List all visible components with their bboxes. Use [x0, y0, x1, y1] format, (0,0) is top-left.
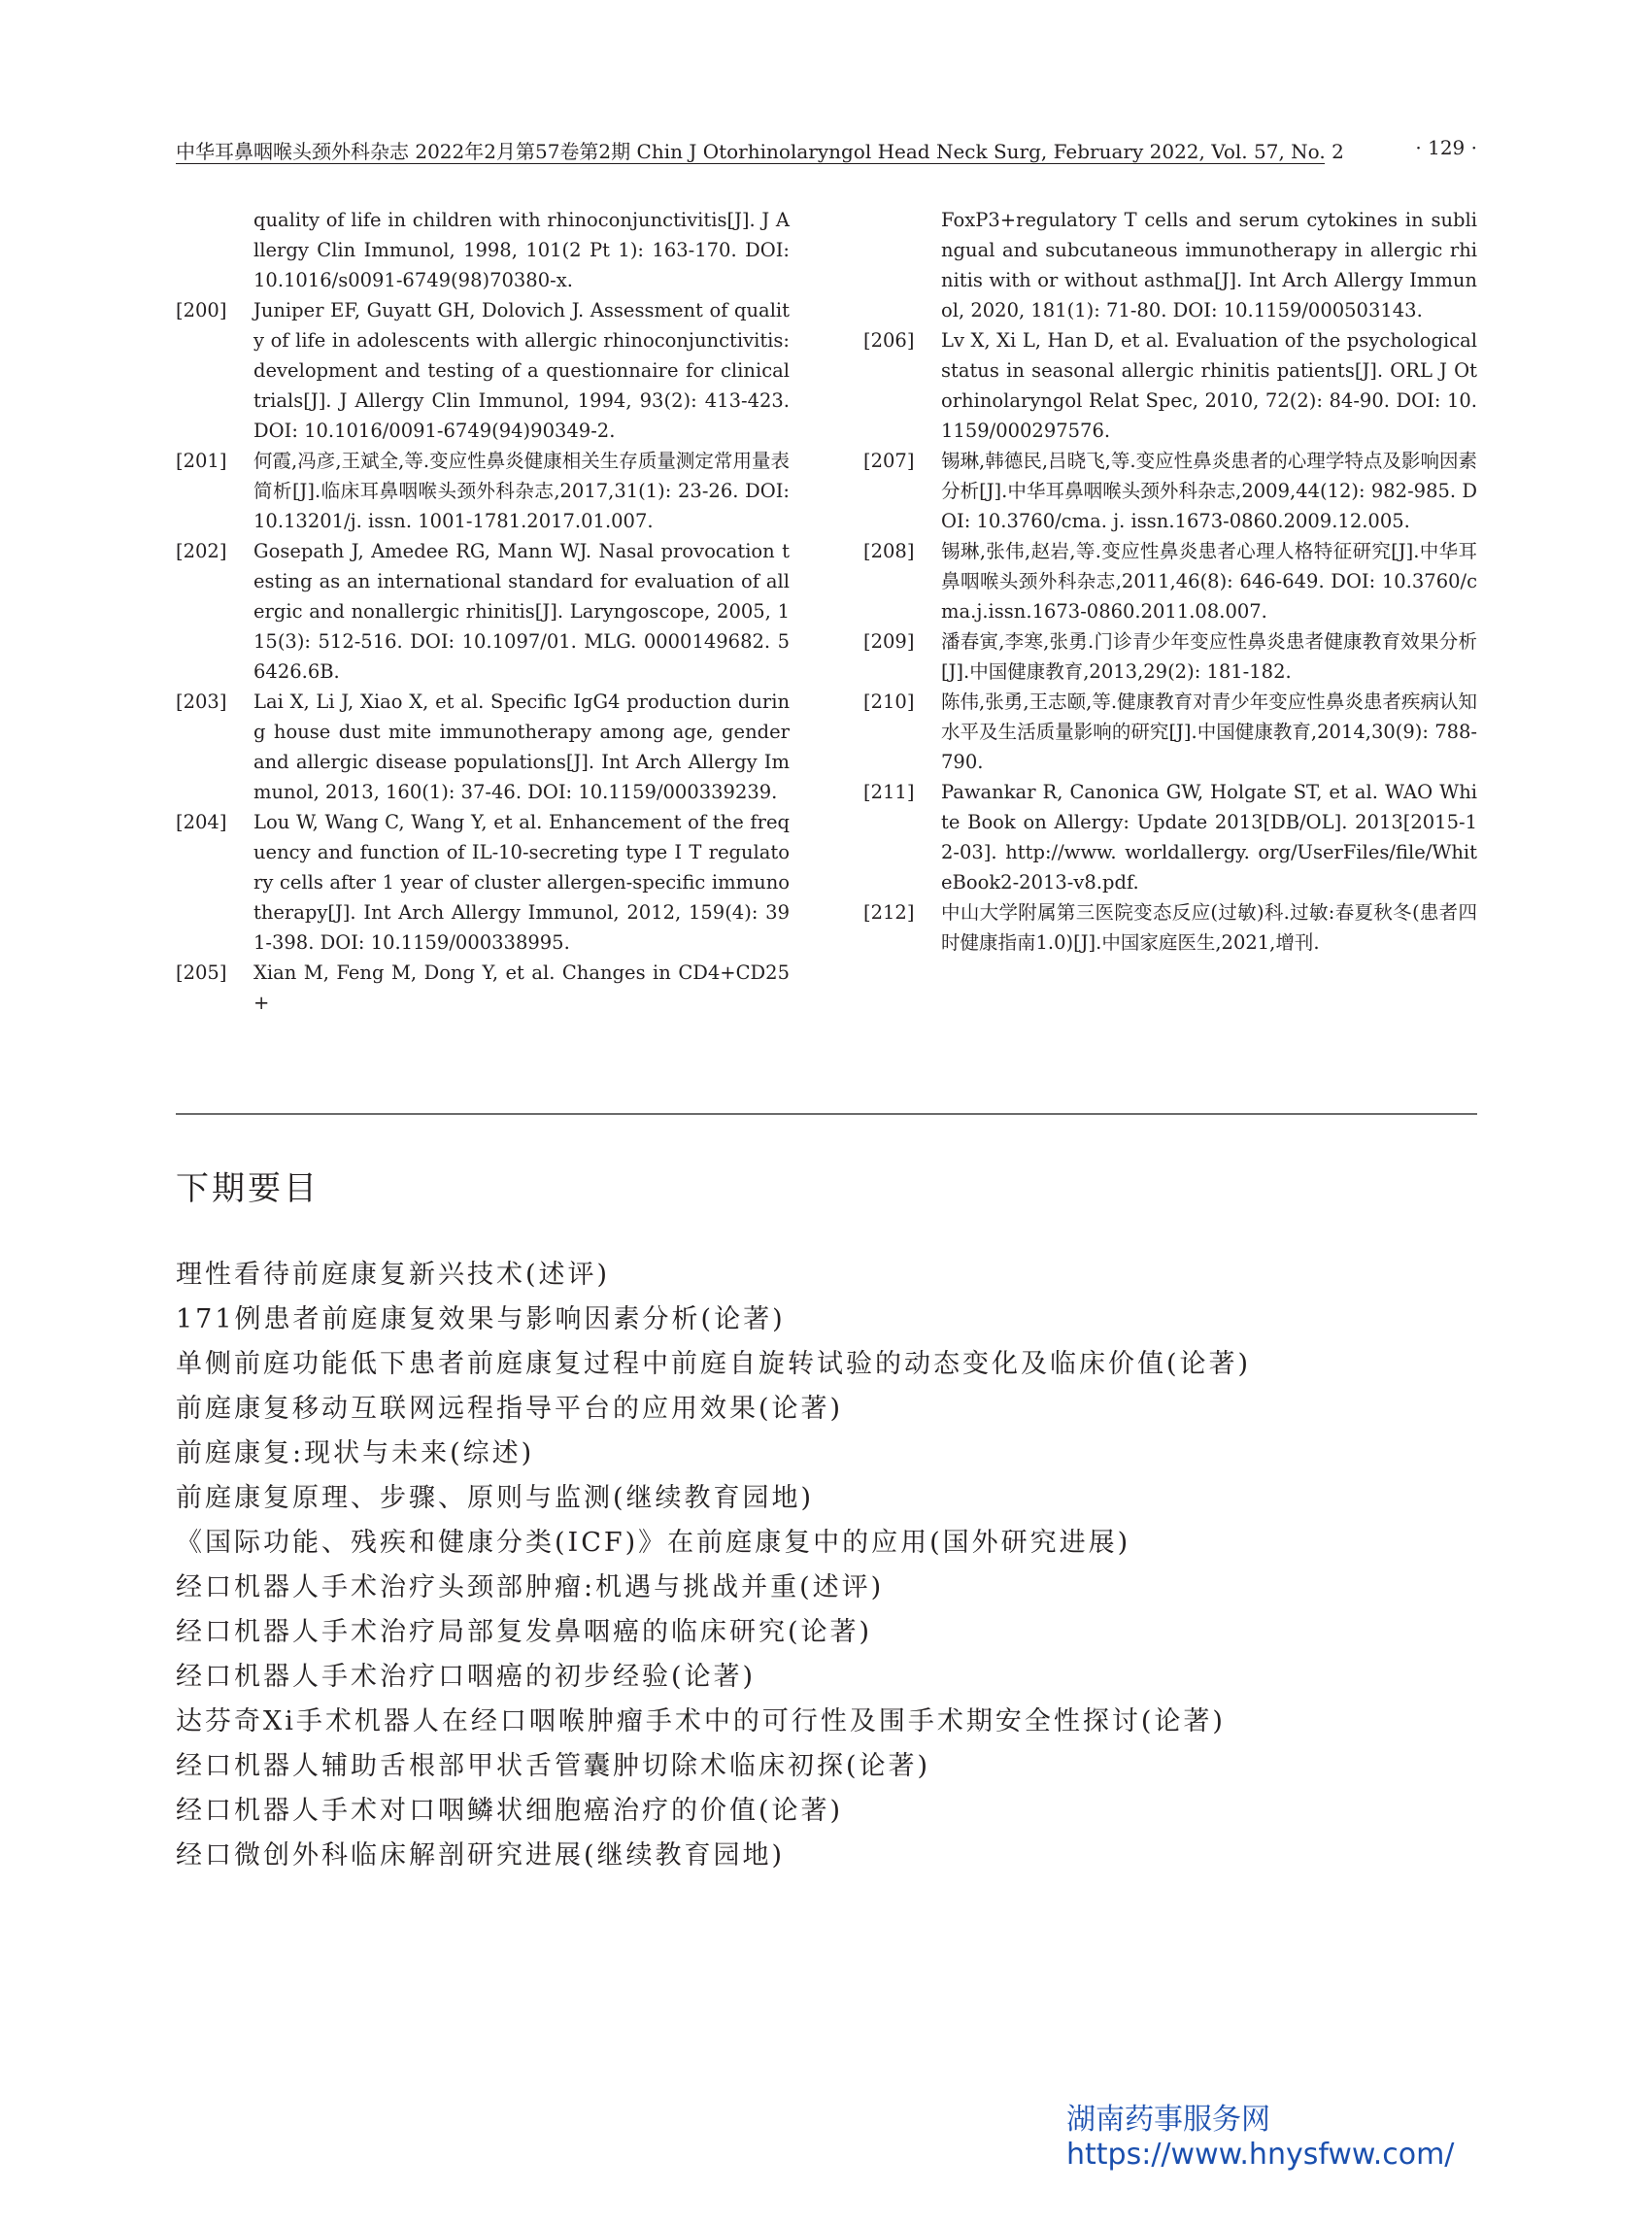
- reference-text: 潘春寅,李寒,张勇.门诊青少年变应性鼻炎患者健康教育效果分析[J].中国健康教育,2013,29(2): 181-182.: [941, 630, 1477, 683]
- reference-item: [863, 626, 1477, 687]
- references-right-column: [863, 205, 1477, 958]
- reference-item: [176, 958, 790, 1018]
- reference-item: [176, 536, 790, 687]
- next-issue-item: 经口机器人手术治疗头颈部肿瘤:机遇与挑战并重(述评): [176, 1572, 885, 1602]
- next-issue-item: 经口机器人辅助舌根部甲状舌管囊肿切除术临床初探(论著): [176, 1751, 931, 1781]
- reference-number: [205]: [176, 961, 227, 984]
- next-issue-item: 单侧前庭功能低下患者前庭康复过程中前庭自旋转试验的动态变化及临床价值(论著): [176, 1349, 1252, 1379]
- next-issue-item: 经口机器人手术治疗口咽癌的初步经验(论著): [176, 1662, 757, 1692]
- reference-number: [209]: [863, 630, 915, 653]
- reference-text: 锡琳,韩德民,吕晓飞,等.变应性鼻炎患者的心理学特点及影响因素分析[J].中华耳鼻咽喉头颈外科杂志,2009,44(12): 982-985. DOI: 10.3760/cma. j. issn.1673-0860.2009.12.005.: [941, 450, 1477, 532]
- reference-text: 锡琳,张伟,赵岩,等.变应性鼻炎患者心理人格特征研究[J].中华耳鼻咽喉头颈外科杂志,2011,46(8): 646-649. DOI: 10.3760/cma.j.issn.1673-0860.2011.08.007.: [941, 540, 1477, 623]
- watermark-url[interactable]: https://www.hnysfww.com/: [1066, 2138, 1455, 2172]
- watermark-name: 湖南药事服务网: [1066, 2103, 1270, 2137]
- reference-number: [211]: [863, 781, 915, 803]
- reference-number: [206]: [863, 329, 915, 352]
- reference-text: 中山大学附属第三医院变态反应(过敏)科.过敏:春夏秋冬(患者四时健康指南1.0)[J].中国家庭医生,2021,增刊.: [941, 901, 1477, 954]
- reference-number: [200]: [176, 299, 227, 321]
- next-issue-item: 171例患者前庭康复效果与影响因素分析(论著): [176, 1304, 786, 1334]
- reference-text: quality of life in children with rhinoconjunctivitis[J]. J Allergy Clin Immunol, 1998, 101(2 Pt 1): 163-170. DOI: 10.1016/s0091-6749(98)70380-x.: [253, 209, 790, 291]
- reference-item: [863, 536, 1477, 626]
- reference-number: [210]: [863, 691, 915, 713]
- reference-item: [863, 687, 1477, 777]
- reference-text: Pawankar R, Canonica GW, Holgate ST, et al. WAO White Book on Allergy: Update 2013[DB/OL]. 2013[2015-12-03]. http://www. worldallergy. org/UserFiles/file/WhiteBook2-2013-v8.pdf.: [941, 781, 1477, 893]
- next-issue-item: 经口微创外科临床解剖研究进展(继续教育园地): [176, 1840, 786, 1871]
- next-issue-item: 前庭康复移动互联网远程指导平台的应用效果(论著): [176, 1394, 844, 1424]
- next-issue-item: 前庭康复原理、步骤、原则与监测(继续教育园地): [176, 1483, 815, 1513]
- next-issue-item: 前庭康复:现状与未来(综述): [176, 1438, 535, 1468]
- reference-number: [212]: [863, 901, 915, 924]
- reference-text: 何霞,冯彦,王斌全,等.变应性鼻炎健康相关生存质量测定常用量表简析[J].临床耳鼻咽喉头颈外科杂志,2017,31(1): 23-26. DOI: 10.13201/j. issn. 1001-1781.2017.01.007.: [253, 450, 790, 532]
- reference-item: [176, 446, 790, 536]
- reference-text: Lai X, Li J, Xiao X, et al. Specific IgG4 production during house dust mite immunotherapy among age, gender and allergic disease populations[J]. Int Arch Allergy Immunol, 2013, 160(1): 37-46. DOI: 10.1159/000339239.: [253, 691, 790, 803]
- reference-number: [207]: [863, 450, 915, 472]
- reference-item: [863, 446, 1477, 536]
- next-issue-list: [176, 1253, 1251, 1878]
- section-divider: [176, 1113, 1477, 1115]
- reference-item: [863, 897, 1477, 958]
- reference-number: [202]: [176, 540, 227, 562]
- reference-number: [208]: [863, 540, 915, 562]
- next-issue-item: 理性看待前庭康复新兴技术(述评): [176, 1260, 611, 1290]
- reference-text: Lv X, Xi L, Han D, et al. Evaluation of the psychological status in seasonal allergic rhinitis patients[J]. ORL J Otorhinolaryngol Relat Spec, 2010, 72(2): 84-90. DOI: 10.1159/000297576.: [941, 329, 1477, 442]
- reference-text: 陈伟,张勇,王志颐,等.健康教育对青少年变应性鼻炎患者疾病认知水平及生活质量影响的研究[J].中国健康教育,2014,30(9): 788-790.: [941, 691, 1477, 773]
- next-issue-item: 达芬奇Xi手术机器人在经口咽喉肿瘤手术中的可行性及围手术期安全性探讨(论著): [176, 1706, 1226, 1736]
- reference-text: Lou W, Wang C, Wang Y, et al. Enhancement of the frequency and function of IL-10-secreting type I T regulatory cells after 1 year of cluster allergen-specific immunotherapy[J]. Int Arch Allergy Immunol, 2012, 159(4): 391-398. DOI: 10.1159/000338995.: [253, 811, 790, 954]
- reference-item: [176, 295, 790, 446]
- journal-title: 中华耳鼻咽喉头颈外科杂志 2022年2月第57卷第2期 Chin J Otorhinolaryngol Head Neck Surg, February 2022, Vol. 57, No. 2: [176, 140, 1344, 163]
- reference-item: [863, 325, 1477, 446]
- reference-item: [863, 777, 1477, 897]
- header-rule: [176, 163, 1325, 164]
- reference-number: [204]: [176, 811, 227, 833]
- reference-item: [863, 205, 1477, 325]
- reference-number: [203]: [176, 691, 227, 713]
- watermark: [1066, 2103, 1454, 2173]
- page-number: · 129 ·: [1415, 136, 1477, 159]
- reference-item: [176, 687, 790, 807]
- reference-text: FoxP3+regulatory T cells and serum cytokines in sublingual and subcutaneous immunotherapy in allergic rhinitis with or without asthma[J]. Int Arch Allergy Immunol, 2020, 181(1): 71-80. DOI: 10.1159/000503143.: [941, 209, 1477, 321]
- reference-text: Gosepath J, Amedee RG, Mann WJ. Nasal provocation testing as an international standard for evaluation of allergic and nonallergic rhinitis[J]. Laryngoscope, 2005, 115(3): 512-516. DOI: 10.1097/01. MLG. 0000149682. 56426.6B.: [253, 540, 790, 683]
- running-header: [176, 132, 1477, 165]
- next-issue-item: 经口机器人手术对口咽鳞状细胞癌治疗的价值(论著): [176, 1796, 844, 1826]
- reference-text: Juniper EF, Guyatt GH, Dolovich J. Assessment of quality of life in adolescents with allergic rhinoconjunctivitis: development and testing of a questionnaire for clinical trials[J]. J Allergy Clin Immunol, 1994, 93(2): 413-423. DOI: 10.1016/0091-6749(94)90349-2.: [253, 299, 790, 442]
- references-left-column: [176, 205, 790, 1018]
- reference-number: [201]: [176, 450, 227, 472]
- next-issue-item: 《国际功能、残疾和健康分类(ICF)》在前庭康复中的应用(国外研究进展): [176, 1528, 1131, 1558]
- next-issue-title: 下期要目: [176, 1169, 320, 1208]
- reference-item: [176, 807, 790, 958]
- reference-item: [176, 205, 790, 295]
- reference-text: Xian M, Feng M, Dong Y, et al. Changes in CD4+CD25+: [253, 961, 790, 1014]
- next-issue-item: 经口机器人手术治疗局部复发鼻咽癌的临床研究(论著): [176, 1617, 873, 1647]
